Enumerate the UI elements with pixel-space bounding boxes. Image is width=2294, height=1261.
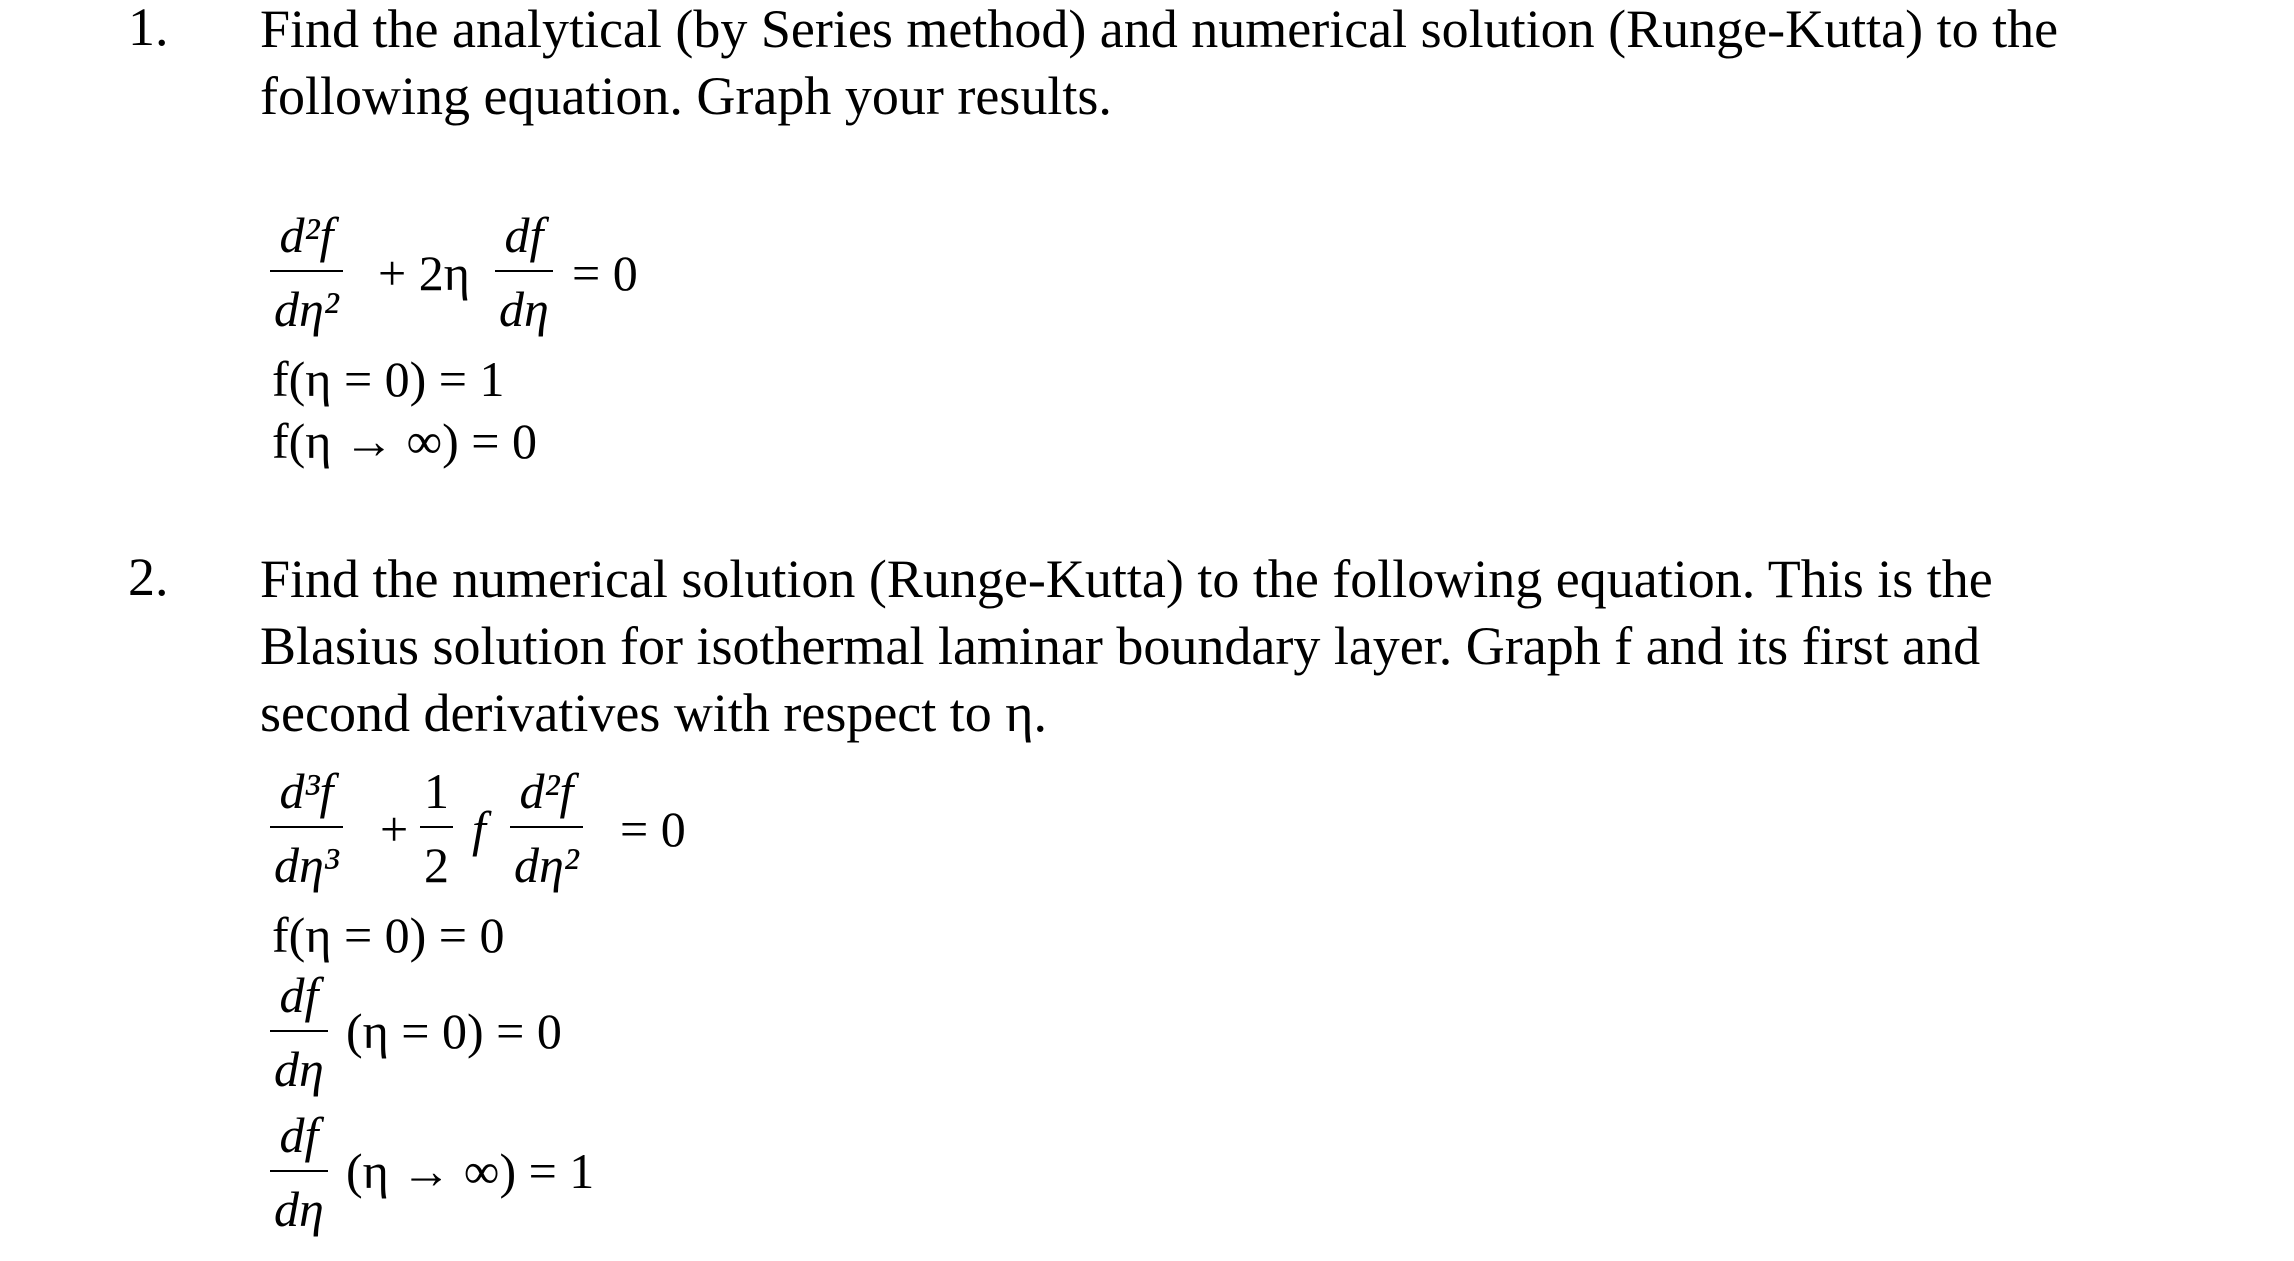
eq2-f: f <box>472 801 486 857</box>
eq2-cond2-numerator: df <box>279 967 319 1023</box>
problem-1-line-2: following equation. Graph your results. <box>260 66 1112 126</box>
eq2-cond2-denominator: dη <box>270 1030 328 1094</box>
eq1-plus-term: + 2η <box>378 245 470 301</box>
problem-2-line-2: Blasius solution for isothermal laminar boundary layer. Graph f and its first and <box>260 616 1981 676</box>
eq1-condition-1: f(η = 0) = 1 <box>272 351 505 407</box>
eq2-condition-3-fraction <box>270 1107 328 1237</box>
eq2-condition-2: (η = 0) = 0 <box>346 1003 562 1059</box>
eq2-condition-1: f(η = 0) = 0 <box>272 907 505 963</box>
problem-1-text <box>260 0 2058 130</box>
eq2-condition-2-fraction <box>270 967 328 1097</box>
problem-2-line-1: Find the numerical solution (Runge-Kutta) to the following equation. This is the <box>260 549 1993 609</box>
eq2-condition-3: (η → ∞) = 1 <box>346 1143 595 1199</box>
eq1-frac1-numerator: d²f <box>279 207 334 263</box>
eq2-second-derivative <box>510 763 583 893</box>
eq1-first-derivative <box>495 207 553 337</box>
eq1-frac2-numerator: df <box>504 207 544 263</box>
eq1-second-derivative <box>270 207 343 337</box>
eq2-half-numerator: 1 <box>424 763 449 819</box>
eq2-rhs: = 0 <box>620 801 686 857</box>
eq1-frac1-denominator: dη² <box>270 270 343 334</box>
problem-1-number: 1. <box>128 0 169 57</box>
eq2-frac2-numerator: d²f <box>519 763 574 819</box>
eq2-frac1-denominator: dη³ <box>270 826 343 890</box>
problem-2-line-3: second derivatives with respect to η. <box>260 683 1048 743</box>
eq2-frac1-numerator: d³f <box>279 763 334 819</box>
eq1-condition-2: f(η → ∞) = 0 <box>272 413 537 469</box>
eq2-cond3-numerator: df <box>279 1107 319 1163</box>
problem-2-text <box>260 546 1993 747</box>
eq2-half <box>420 763 453 893</box>
eq2-third-derivative <box>270 763 343 893</box>
eq1-frac2-denominator: dη <box>495 270 553 334</box>
problem-1-line-1: Find the analytical (by Series method) and numerical solution (Runge-Kutta) to the <box>260 0 2059 59</box>
eq2-plus: + <box>380 801 409 857</box>
problem-2-number: 2. <box>128 547 169 607</box>
eq2-cond3-denominator: dη <box>270 1170 328 1234</box>
eq2-frac2-denominator: dη² <box>510 826 583 890</box>
eq1-rhs: = 0 <box>572 245 638 301</box>
eq2-half-denominator: 2 <box>420 826 453 890</box>
